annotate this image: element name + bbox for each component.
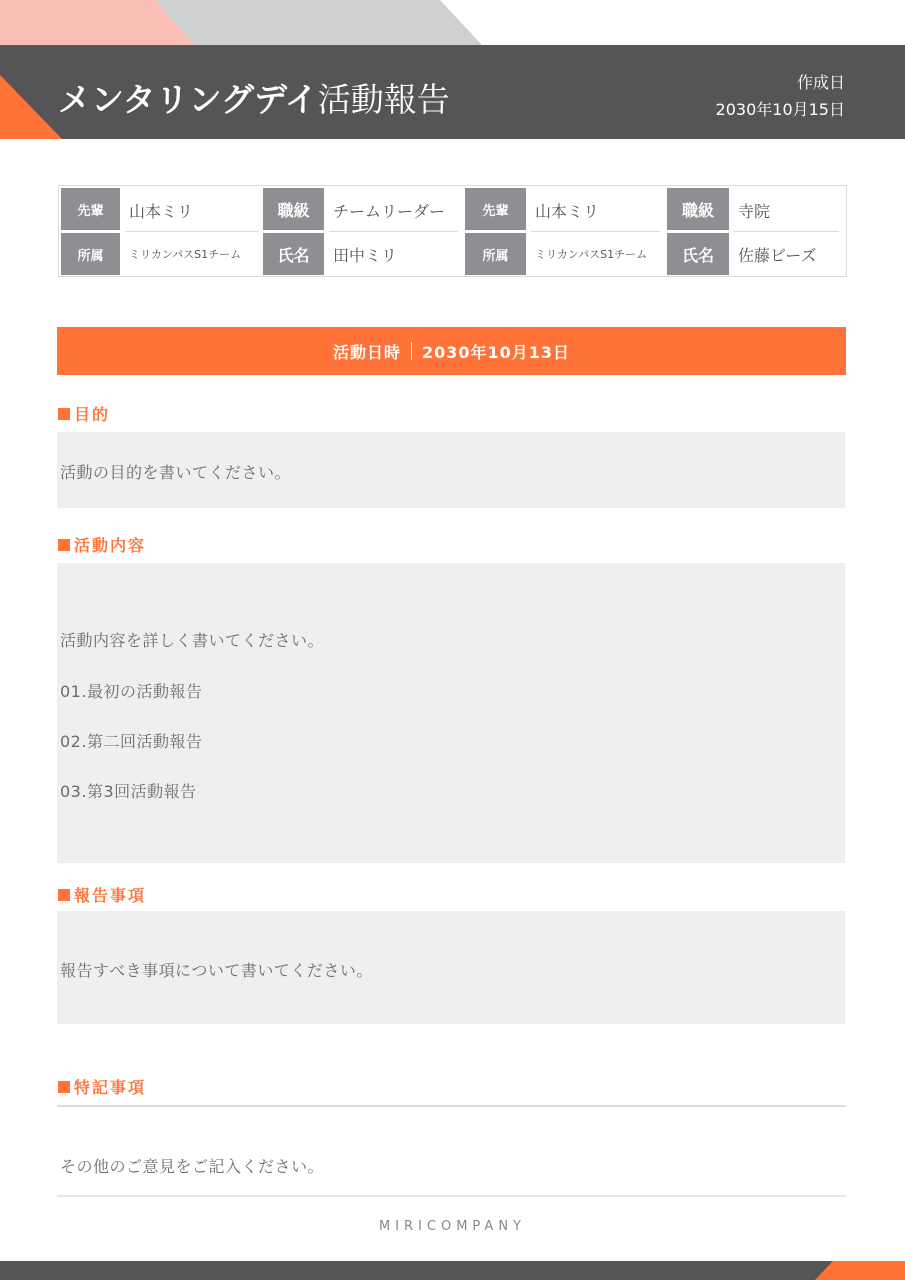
company-name: MIRICOMPANY	[378, 1219, 526, 1234]
name-value-left: 田中ミリ	[324, 233, 463, 275]
senpai-label-left: 先輩	[61, 188, 120, 230]
rank-value-left: チームリーダー	[324, 188, 463, 232]
purpose-heading	[58, 402, 110, 425]
page-title	[58, 74, 450, 121]
report-title: 報告事項	[74, 886, 147, 905]
created-label: 作成日	[796, 73, 845, 92]
activity-date-divider	[411, 342, 412, 360]
square-bullet-icon	[58, 889, 70, 901]
rank-label-left: 職級	[263, 188, 324, 230]
content-line: 01.最初の活動報告	[60, 682, 203, 701]
rank-label-right: 職級	[667, 188, 729, 230]
purpose-title: 目的	[74, 405, 111, 424]
info-table	[58, 185, 847, 277]
square-bullet-icon	[58, 539, 70, 551]
report-heading	[58, 883, 146, 906]
activity-date-bar	[57, 327, 846, 375]
purpose-text: 活動の目的を書いてください。	[60, 463, 292, 482]
content-line: 03.第3回活動報告	[60, 782, 197, 801]
title-light: 活動報告	[317, 80, 450, 119]
content-line: 02.第二回活動報告	[60, 732, 203, 751]
content-title: 活動内容	[74, 536, 147, 555]
notes-divider-bottom	[57, 1195, 846, 1197]
deco-gray-stripe	[155, 0, 482, 45]
affiliation-value-left: ミリカンパスS1チーム	[120, 233, 263, 275]
created-date: 2030年10月15日	[715, 100, 845, 119]
affiliation-label-left: 所属	[61, 233, 120, 275]
content-heading	[58, 533, 146, 556]
affiliation-label-right: 所属	[465, 233, 526, 275]
activity-date-label: 活動日時	[332, 342, 401, 362]
senpai-label-right: 先輩	[465, 188, 526, 230]
notes-text: その他のご意見をご記入ください。	[60, 1157, 325, 1176]
notes-title: 特記事項	[74, 1078, 147, 1097]
square-bullet-icon	[58, 1081, 70, 1093]
title-bold: メンタリングデイ	[58, 80, 318, 119]
name-label-left: 氏名	[263, 233, 324, 275]
senpai-value-right: 山本ミリ	[526, 188, 665, 232]
report-text: 報告すべき事項について書いてください。	[60, 961, 373, 980]
notes-heading	[58, 1075, 146, 1098]
rank-value-right: 寺院	[729, 188, 844, 232]
footer-orange-accent	[815, 1261, 905, 1280]
name-value-right: 佐藤ビーズ	[729, 233, 844, 275]
content-line: 活動内容を詳しく書いてください。	[60, 631, 325, 650]
footer-band	[0, 1261, 905, 1280]
square-bullet-icon	[58, 408, 70, 420]
content-box	[57, 563, 845, 863]
activity-date-value: 2030年10月13日	[421, 342, 571, 362]
name-label-right: 氏名	[667, 233, 729, 275]
senpai-value-left: 山本ミリ	[120, 188, 263, 232]
notes-divider-top	[57, 1105, 846, 1107]
affiliation-value-right: ミリカンパスS1チーム	[526, 233, 665, 275]
